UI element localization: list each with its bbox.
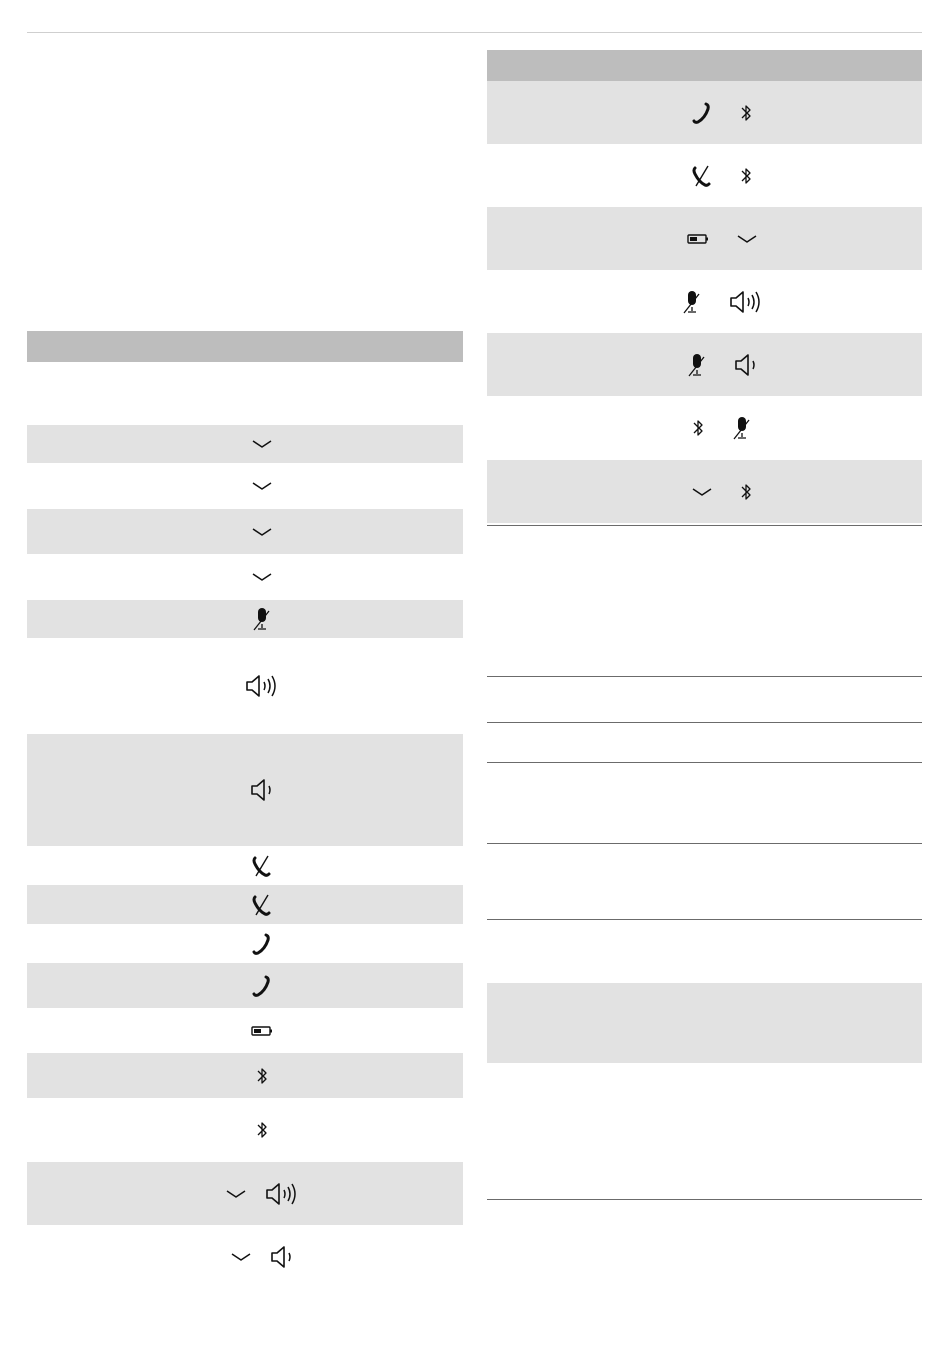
icon-cell <box>251 425 273 463</box>
right-table-row <box>487 81 922 144</box>
right-indicator-table <box>487 50 922 523</box>
ruled-line <box>487 843 922 844</box>
mic-muted-icon <box>731 415 753 441</box>
left-indicator-table <box>27 331 463 1288</box>
left-table-row <box>27 924 463 963</box>
left-table-row <box>27 1098 463 1162</box>
left-table-header <box>27 331 463 362</box>
chevron-down-icon <box>225 1187 247 1201</box>
phone-icon <box>251 974 273 998</box>
left-table-row <box>27 362 463 425</box>
left-table-row <box>27 425 463 463</box>
end-call-icon <box>251 854 273 878</box>
icon-cell <box>251 463 273 509</box>
volume-down-icon <box>734 353 758 377</box>
ruled-line <box>487 919 922 920</box>
end-call-icon <box>691 164 713 188</box>
right-table-row <box>487 396 922 460</box>
right-table-row <box>487 144 922 207</box>
end-call-icon <box>251 893 273 917</box>
icon-cell <box>686 333 758 396</box>
icon-cell <box>251 554 273 600</box>
bluetooth-icon <box>255 1119 269 1141</box>
volume-up-icon <box>729 290 763 314</box>
phone-icon <box>691 101 713 125</box>
battery-icon <box>250 1024 274 1038</box>
icon-cell <box>251 963 273 1008</box>
left-table-row <box>27 1225 463 1288</box>
right-table-row <box>487 460 922 523</box>
ruled-shaded-row <box>487 983 922 1063</box>
right-table-row <box>487 207 922 270</box>
left-table-body <box>27 362 463 1288</box>
battery-icon <box>686 232 710 246</box>
right-table-row <box>487 270 922 333</box>
left-table-row <box>27 1053 463 1098</box>
right-ruled-table <box>487 525 922 1205</box>
mic-muted-icon <box>681 289 703 315</box>
left-table-row <box>27 885 463 924</box>
right-table-body <box>487 81 922 523</box>
icon-cell <box>691 460 753 523</box>
chevron-down-icon <box>251 525 273 539</box>
icon-cell <box>691 81 753 144</box>
icon-cell <box>251 846 273 885</box>
left-table-row <box>27 1162 463 1225</box>
right-table-row <box>487 333 922 396</box>
left-table-row <box>27 963 463 1008</box>
icon-cell <box>251 600 273 638</box>
right-table-header <box>487 50 922 81</box>
chevron-down-icon <box>230 1250 252 1264</box>
icon-cell <box>251 885 273 924</box>
ruled-line <box>487 722 922 723</box>
icon-cell <box>686 207 758 270</box>
left-table-row <box>27 600 463 638</box>
mic-muted-icon <box>686 352 708 378</box>
icon-cell <box>691 144 753 207</box>
bluetooth-icon <box>739 102 753 124</box>
icon-cell <box>225 1162 299 1225</box>
icon-cell <box>255 1053 269 1098</box>
chevron-down-icon <box>691 485 713 499</box>
icon-cell <box>255 1098 269 1162</box>
icon-cell <box>230 1225 294 1288</box>
bluetooth-icon <box>691 417 705 439</box>
icon-cell <box>251 924 273 963</box>
top-rule <box>27 32 922 33</box>
ruled-line <box>487 676 922 677</box>
bluetooth-icon <box>739 165 753 187</box>
bluetooth-icon <box>739 481 753 503</box>
volume-up-icon <box>245 674 279 698</box>
left-table-row <box>27 638 463 734</box>
bluetooth-icon <box>255 1065 269 1087</box>
chevron-down-icon <box>251 479 273 493</box>
ruled-line <box>487 525 922 526</box>
left-table-row <box>27 463 463 509</box>
phone-icon <box>251 932 273 956</box>
ruled-line <box>487 1199 922 1200</box>
volume-up-icon <box>265 1182 299 1206</box>
left-table-row <box>27 554 463 600</box>
volume-down-icon <box>270 1245 294 1269</box>
chevron-down-icon <box>736 232 758 246</box>
icon-cell <box>245 638 279 734</box>
left-table-row <box>27 846 463 885</box>
icon-cell <box>250 734 274 846</box>
icon-cell <box>250 1008 274 1053</box>
left-table-row <box>27 1008 463 1053</box>
icon-cell <box>691 396 753 460</box>
icon-cell <box>681 270 763 333</box>
ruled-line <box>487 762 922 763</box>
volume-down-icon <box>250 778 274 802</box>
chevron-down-icon <box>251 570 273 584</box>
icon-cell <box>251 509 273 554</box>
left-table-row <box>27 734 463 846</box>
left-table-row <box>27 509 463 554</box>
mic-muted-icon <box>251 606 273 632</box>
chevron-down-icon <box>251 437 273 451</box>
